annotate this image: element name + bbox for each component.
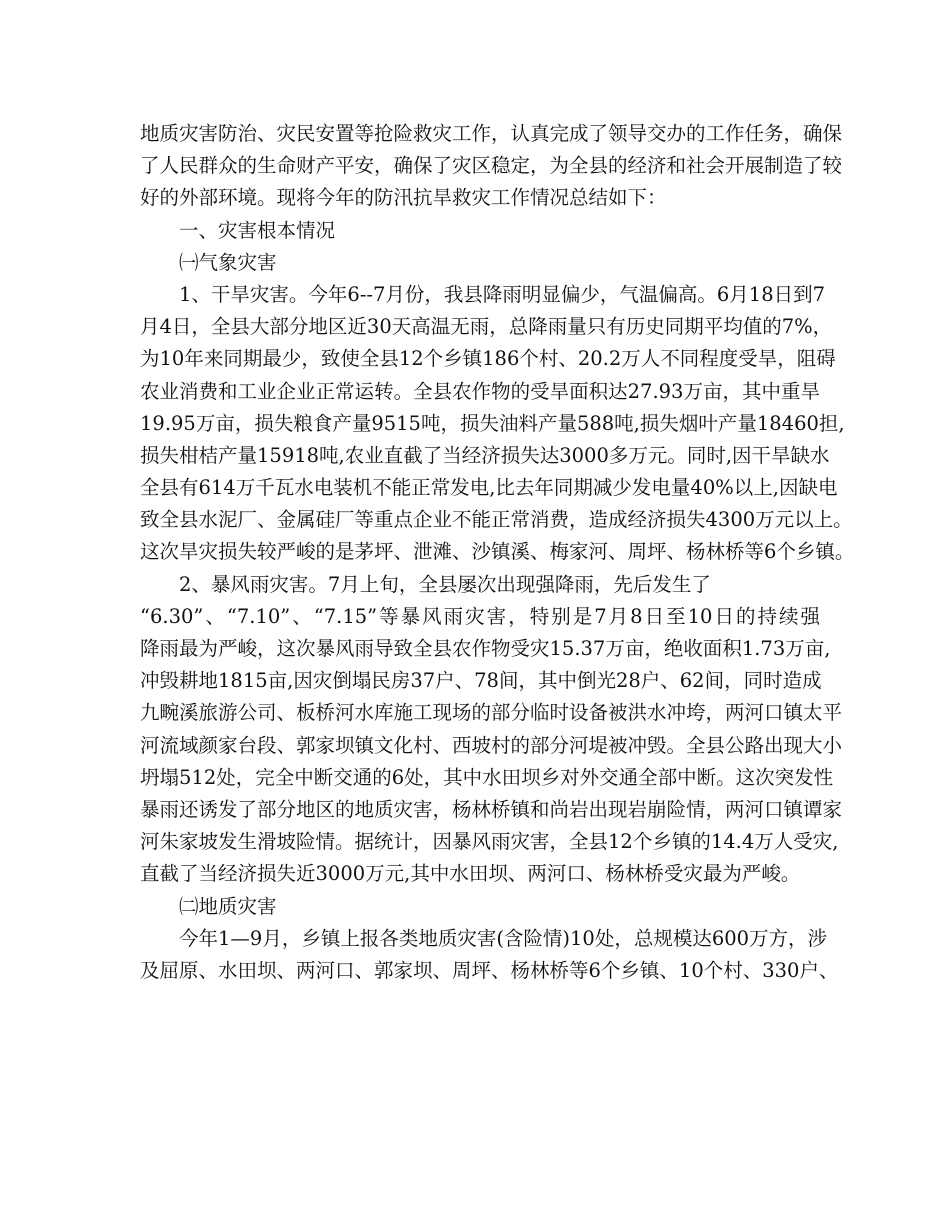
section-heading: ㈡地质灾害 — [179, 894, 277, 918]
text-line: 损失柑桔产量15918吨,农业直截了当经济损失达3000多万元。同时,因干旱缺水 — [140, 443, 830, 467]
text-line: 地质灾害防治、灾民安置等抢险救灾工作，认真完成了领导交办的工作任务，确保 — [140, 122, 843, 145]
text-line: 1、干旱灾害。今年6--7月份，我县降雨明显偏少，气温偏高。6月18日到7 — [179, 282, 826, 306]
text-line: 河朱家坡发生滑坡险情。据统计，因暴风雨灾害，全县12个乡镇的14.4万人受灾, — [140, 830, 839, 854]
text-line: 好的外部环境。现将今年的防汛抗旱救灾工作情况总结如下： — [140, 186, 667, 210]
text-line: 九畹溪旅游公司、板桥河水库施工现场的部分临时设备被洪水冲垮，两河口镇太平 — [140, 701, 843, 725]
text-line: 这次旱灾损失较严峻的是茅坪、泄滩、沙镇溪、梅家河、周坪、杨林桥等6个乡镇。 — [140, 540, 855, 564]
text-line: 直截了当经济损失近3000万元,其中水田坝、两河口、杨林桥受灾最为严峻。 — [140, 862, 801, 886]
section-heading: 2、暴风雨灾害。7月上旬，全县屡次出现强降雨，先后发生了 — [179, 572, 711, 596]
text-line: 暴雨还诱发了部分地区的地质灾害，杨林桥镇和尚岩出现岩崩险情，两河口镇谭家 — [140, 797, 843, 821]
text-line: 月4日，全县大部分地区近30天高温无雨，总降雨量只有历史同期平均值的7%， — [140, 315, 833, 339]
text-line: 农业消费和工业企业正常运转。全县农作物的受旱面积达27.93万亩，其中重旱 — [140, 379, 820, 403]
text-line: 降雨最为严峻，这次暴风雨导致全县农作物受灾15.37万亩，绝收面积1.73万亩, — [140, 637, 831, 660]
document-page — [140, 118, 855, 987]
text-line: 为10年来同期最少，致使全县12个乡镇186个村、20.2万人不同程度受旱，阻碍 — [140, 347, 836, 371]
text-line: 全县有614万千瓦水电装机不能正常发电,比去年同期减少发电量40%以上,因缺电 — [140, 476, 838, 500]
text-line: 冲毁耕地1815亩,因灾倒塌民房37户、78间，其中倒光28户、62间，同时造成 — [140, 669, 822, 693]
text-line: 河流域颜家台段、郭家坝镇文化村、西坡村的部分河堤被冲毁。全县公路出现大小 — [140, 733, 843, 757]
text-line: 19.95万亩，损失粮食产量9515吨，损失油料产量588吨,损失烟叶产量18460担, — [140, 411, 845, 435]
text-line: 坍塌512处，完全中断交通的6处，其中水田坝乡对外交通全部中断。这次突发性 — [140, 765, 834, 789]
text-line: 致全县水泥厂、金属硅厂等重点企业不能正常消费，造成经济损失4300万元以上。 — [140, 508, 853, 532]
text-line: 了人民群众的生命财产平安，确保了灾区稳定，为全县的经济和社会开展制造了较 — [140, 154, 843, 178]
text-line: 及屈原、水田坝、两河口、郭家坝、周坪、杨林桥等6个乡镇、10个村、330户、 — [140, 958, 839, 982]
text-line: “6.30”、“7.10”、“7.15”等暴风雨灾害，特别是7月8日至10日的持续强 — [140, 604, 820, 628]
text-line: 今年1—9月，乡镇上报各类地质灾害(含险情)10处，总规模达600万方，涉 — [179, 926, 828, 950]
section-heading: ㈠气象灾害 — [179, 250, 277, 274]
section-heading: 一、灾害根本情况 — [179, 218, 336, 242]
